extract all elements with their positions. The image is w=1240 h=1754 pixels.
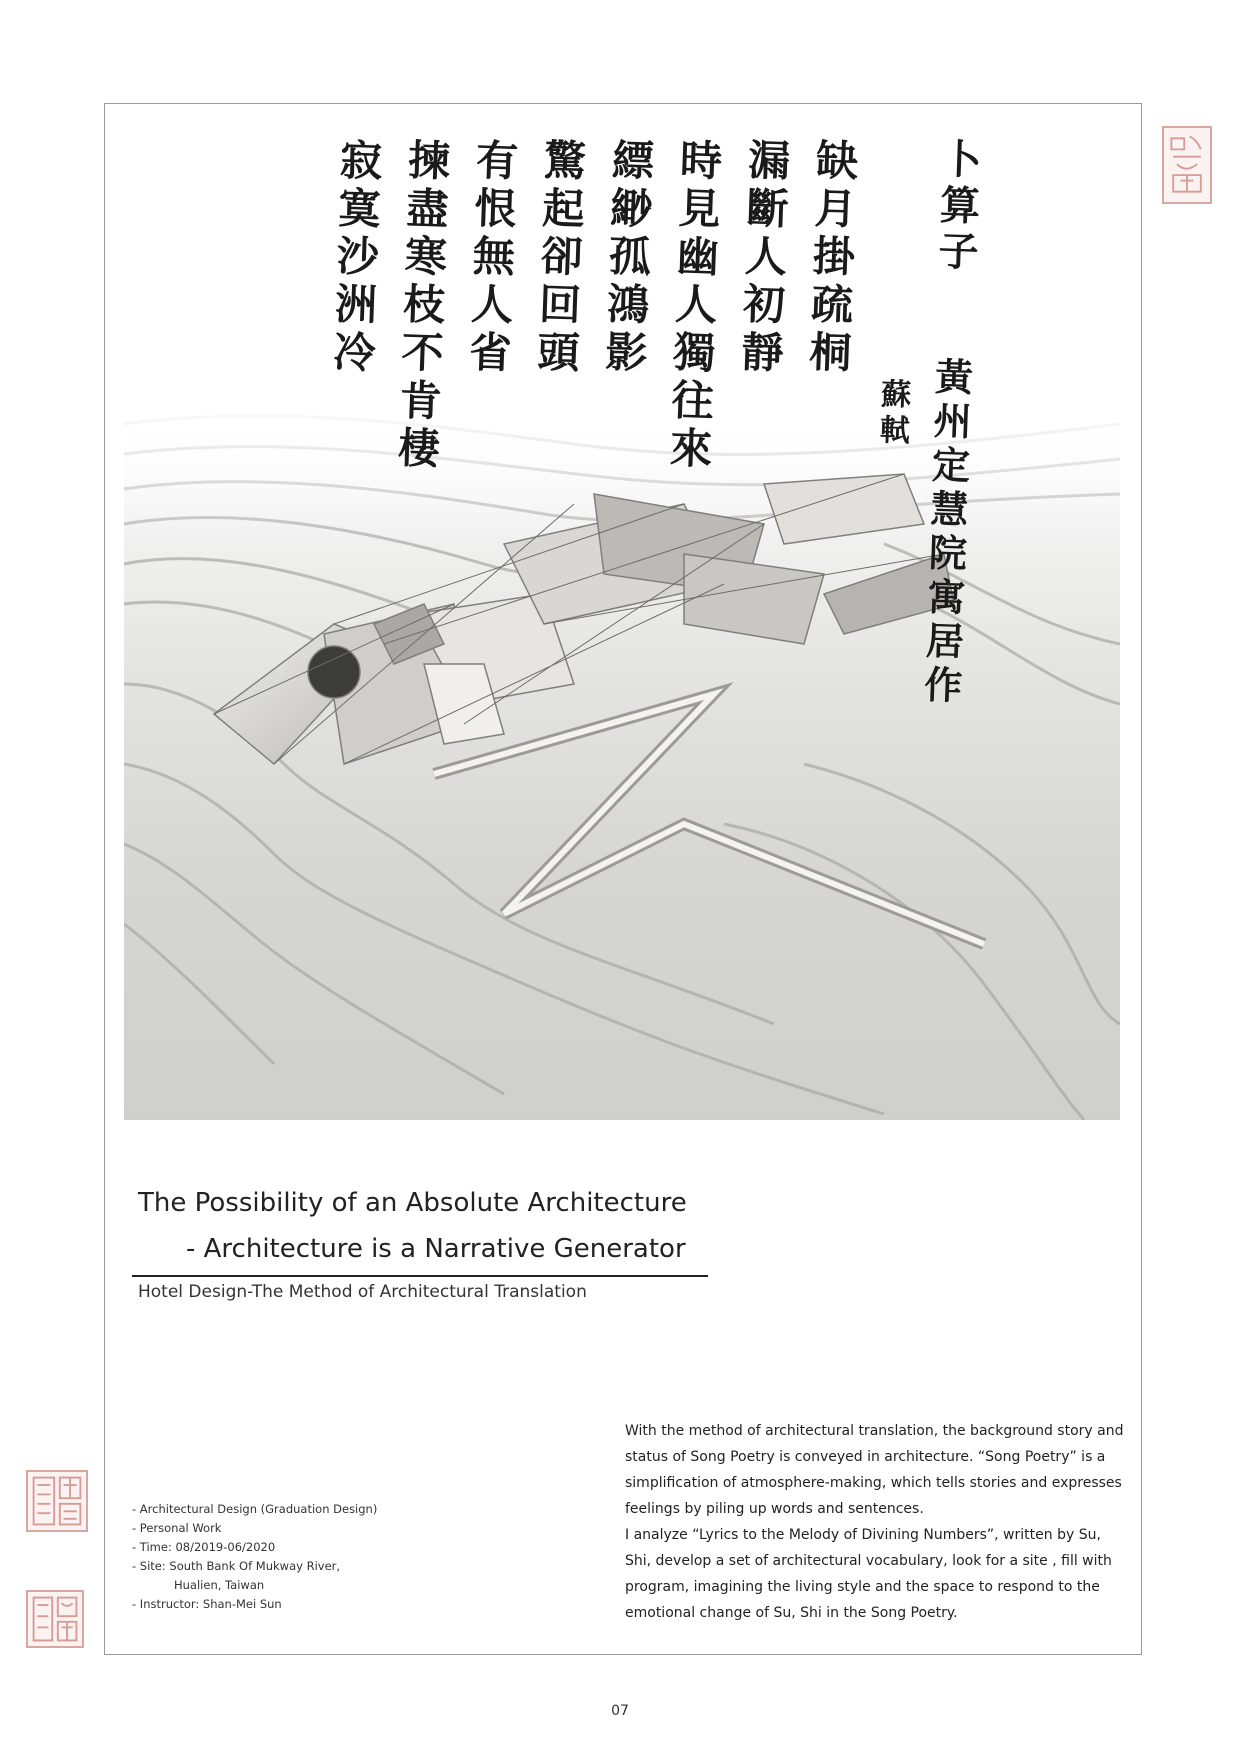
poem-line: 有恨無人省 bbox=[462, 137, 520, 379]
detail-item: - Architectural Design (Graduation Design) bbox=[132, 1502, 378, 1516]
poem-subtitle: 黃州定慧院寓居作 bbox=[917, 355, 975, 710]
detail-item: - Time: 08/2019-06/2020 bbox=[132, 1540, 276, 1554]
detail-item: - Instructor: Shan-Mei Sun bbox=[132, 1597, 282, 1611]
project-subtitle: Hotel Design-The Method of Architectural Translation bbox=[138, 1282, 587, 1302]
project-details-list bbox=[132, 1500, 377, 1614]
model-photo bbox=[124, 124, 1120, 1120]
project-title: The Possibility of an Absolute Architecture bbox=[138, 1188, 687, 1218]
detail-item: - Personal Work bbox=[132, 1521, 222, 1535]
project-title-secondary: - Architecture is a Narrative Generator bbox=[186, 1234, 686, 1264]
poem-line: 時見幽人獨往來 bbox=[663, 137, 724, 475]
seal-stamp-icon bbox=[1162, 126, 1212, 204]
poem-line: 揀盡寒枝不肯棲 bbox=[391, 137, 452, 475]
poem-line: 漏斷人初靜 bbox=[734, 137, 792, 379]
page-number: 07 bbox=[611, 1703, 629, 1719]
description-paragraph-1: With the method of architectural translation, the background story and status of Song Poetry is conveyed in architecture. “Song Poetry” is a simplification of atmosphere-making, which tells stories and expresses feelings by piling up words and sentences. bbox=[625, 1423, 1124, 1517]
calligraphy-poem bbox=[326, 137, 983, 710]
detail-item: Hualien, Taiwan bbox=[174, 1578, 265, 1592]
poem-author: 蘇軾 bbox=[873, 377, 911, 451]
title-underline bbox=[132, 1275, 708, 1277]
project-description bbox=[625, 1418, 1130, 1626]
seal-stamp-icon bbox=[26, 1470, 88, 1532]
description-paragraph-2: I analyze “Lyrics to the Melody of Divining Numbers”, written by Su, Shi, develop a set of architectural vocabulary, look for a site , fill with program, imagining the living style and the space to respond to the emotional change of Su, Shi in the Song Poetry. bbox=[625, 1527, 1112, 1621]
poem-line: 缺月掛疏桐 bbox=[802, 137, 860, 379]
poem-line: 寂寞沙洲冷 bbox=[326, 137, 384, 379]
poem-line: 縹緲孤鴻影 bbox=[598, 137, 656, 379]
poem-title: 卜算子 bbox=[931, 137, 983, 277]
detail-item: - Site: South Bank Of Mukway River, bbox=[132, 1559, 341, 1573]
seal-stamp-icon bbox=[26, 1590, 84, 1648]
poem-line: 驚起卻回頭 bbox=[530, 137, 588, 379]
